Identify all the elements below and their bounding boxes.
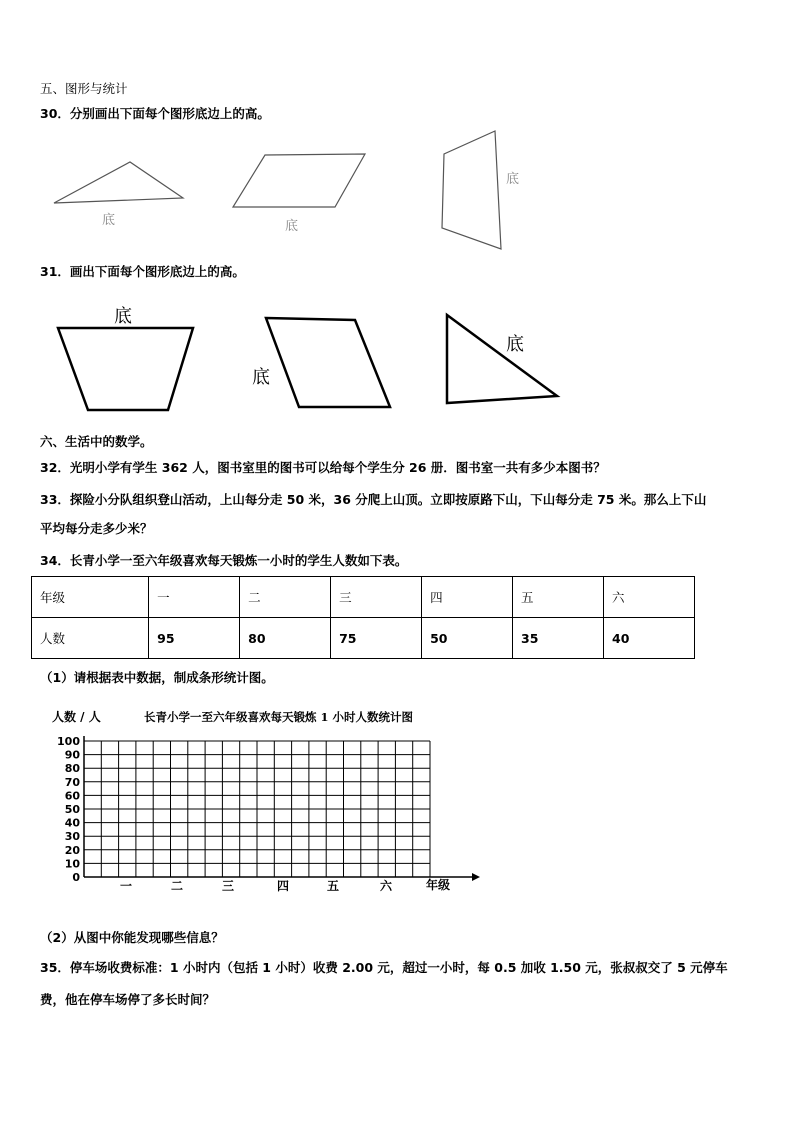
y-tick-label: 10 bbox=[64, 857, 80, 871]
table-cell: 一 bbox=[149, 577, 240, 618]
q30-triangle-base-label: 底 bbox=[102, 213, 116, 228]
table-cell: 80 bbox=[240, 618, 331, 659]
question-30: 30．分别画出下面每个图形底边上的高。 bbox=[40, 106, 270, 121]
x-category-label: 四 bbox=[276, 879, 290, 893]
table-cell: 年级 bbox=[32, 577, 149, 618]
chart-title: 长青小学一至六年级喜欢每天锻炼 1 小时人数统计图 bbox=[144, 710, 414, 724]
x-axis-label: 年级 bbox=[426, 878, 451, 892]
question-32: 32．光明小学有学生 362 人，图书室里的图书可以给每个学生分 26 册．图书室一共有多少本图书？ bbox=[40, 460, 606, 475]
y-tick-label: 80 bbox=[64, 762, 80, 776]
y-tick-label: 60 bbox=[64, 789, 80, 803]
question-34-part-1: （1）请根据表中数据，制成条形统计图。 bbox=[40, 670, 274, 685]
table-cell: 75 bbox=[331, 618, 422, 659]
y-tick-label: 30 bbox=[64, 830, 80, 844]
q31-trapezoid-base-label: 底 bbox=[114, 306, 132, 327]
table-cell: 人数 bbox=[32, 618, 149, 659]
question-35-line-2: 费，他在停车场停了多长时间？ bbox=[40, 992, 216, 1007]
question-34: 34．长青小学一至六年级喜欢每天锻炼一小时的学生人数如下表。 bbox=[40, 553, 408, 568]
y-tick-label: 100 bbox=[57, 735, 80, 748]
x-axis-arrow bbox=[472, 873, 480, 881]
question-31: 31．画出下面每个图形底边上的高。 bbox=[40, 264, 245, 279]
y-tick-label: 90 bbox=[64, 748, 80, 762]
x-category-label: 一 bbox=[119, 879, 133, 893]
y-tick-label: 0 bbox=[72, 871, 80, 884]
x-category-label: 二 bbox=[170, 879, 184, 893]
y-tick-label: 40 bbox=[64, 816, 80, 830]
q30-parallelogram-base-label: 底 bbox=[285, 219, 299, 234]
question-34-part-2: （2）从图中你能发现哪些信息？ bbox=[40, 930, 224, 945]
y-tick-label: 20 bbox=[64, 843, 80, 857]
q30-trapezoid-base-label: 底 bbox=[506, 172, 520, 187]
q31-parallelogram-base-label: 底 bbox=[252, 367, 270, 388]
question-35-line-1: 35．停车场收费标准：1 小时内（包括 1 小时）收费 2.00 元，超过一小时，每 0.5 加收 1.50 元，张叔叔交了 5 元停车 bbox=[40, 960, 728, 975]
section-5-heading: 五、图形与统计 bbox=[40, 81, 128, 96]
x-category-label: 六 bbox=[379, 879, 393, 893]
table-cell: 二 bbox=[240, 577, 331, 618]
table-cell: 40 bbox=[604, 618, 695, 659]
table-cell: 三 bbox=[331, 577, 422, 618]
y-axis-label: 人数 / 人 bbox=[52, 710, 101, 724]
question-33-line-2: 平均每分走多少米？ bbox=[40, 521, 153, 536]
y-tick-label: 50 bbox=[64, 803, 80, 816]
table-cell: 四 bbox=[422, 577, 513, 618]
table-cell: 五 bbox=[513, 577, 604, 618]
table-cell: 50 bbox=[422, 618, 513, 659]
question-33-line-1: 33．探险小分队组织登山活动，上山每分走 50 米，36 分爬上山顶。立即按原路下山，下山每分走 75 米。那么上下山 bbox=[40, 492, 707, 507]
section-6-heading: 六、生活中的数学。 bbox=[40, 434, 153, 449]
table-cell: 35 bbox=[513, 618, 604, 659]
table-cell: 95 bbox=[149, 618, 240, 659]
x-category-label: 三 bbox=[221, 879, 235, 893]
q31-triangle-base-label: 底 bbox=[506, 334, 524, 355]
table-cell: 六 bbox=[604, 577, 695, 618]
x-category-label: 五 bbox=[326, 879, 340, 893]
y-tick-label: 70 bbox=[64, 775, 80, 789]
